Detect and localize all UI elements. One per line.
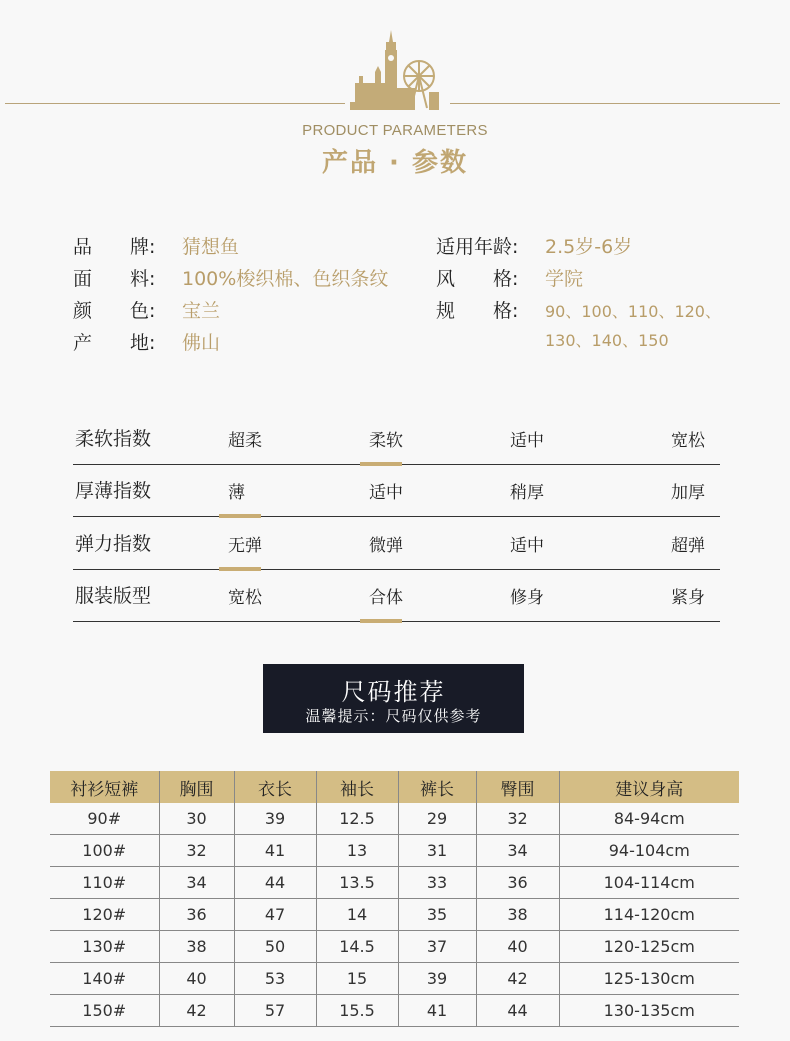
- table-cell: 120-125cm: [559, 931, 739, 963]
- table-cell: 47: [234, 899, 316, 931]
- table-header-cell: 胸围: [159, 771, 234, 803]
- table-row: [50, 867, 739, 899]
- table-cell: 120#: [50, 899, 159, 931]
- age-value: 2.5岁-6岁: [545, 236, 633, 258]
- size-recommend-banner: [263, 664, 524, 733]
- table-row: [50, 931, 739, 963]
- index-label: 厚薄指数: [75, 480, 152, 502]
- index-option: 超柔: [228, 431, 262, 451]
- material-value: 100%梭织棉、色织条纹: [182, 268, 389, 290]
- table-cell: 32: [159, 835, 234, 867]
- index-option: 宽松: [228, 588, 262, 608]
- table-cell: 104-114cm: [559, 867, 739, 899]
- table-cell: 150#: [50, 995, 159, 1027]
- index-row: [73, 517, 720, 570]
- table-cell: 12.5: [316, 803, 398, 835]
- color-label: 颜 色:: [73, 300, 156, 322]
- index-label: 柔软指数: [75, 428, 152, 450]
- table-cell: 38: [476, 899, 559, 931]
- index-option: 稍厚: [510, 483, 544, 503]
- index-option: 适中: [369, 483, 403, 503]
- table-cell: 125-130cm: [559, 963, 739, 995]
- index-row: [73, 464, 720, 517]
- index-label: 弹力指数: [75, 533, 152, 555]
- table-row: [50, 963, 739, 995]
- index-label: 服装版型: [75, 585, 152, 607]
- table-cell: 39: [234, 803, 316, 835]
- style-value: 学院: [545, 268, 584, 290]
- table-cell: 41: [398, 995, 476, 1027]
- material-label: 面 料:: [73, 268, 156, 290]
- table-cell: 41: [234, 835, 316, 867]
- origin-label: 产 地:: [73, 332, 156, 354]
- index-row: [73, 569, 720, 622]
- table-cell: 38: [159, 931, 234, 963]
- table-cell: 114-120cm: [559, 899, 739, 931]
- table-cell: 30: [159, 803, 234, 835]
- table-cell: 140#: [50, 963, 159, 995]
- table-header-row: [50, 771, 739, 803]
- table-cell: 94-104cm: [559, 835, 739, 867]
- table-cell: 36: [159, 899, 234, 931]
- index-option: 柔软: [369, 431, 403, 451]
- table-cell: 84-94cm: [559, 803, 739, 835]
- table-header-cell: 建议身高: [559, 771, 739, 803]
- table-cell: 15.5: [316, 995, 398, 1027]
- table-row: [50, 835, 739, 867]
- table-cell: 130-135cm: [559, 995, 739, 1027]
- index-option: 宽松: [671, 431, 705, 451]
- table-cell: 40: [476, 931, 559, 963]
- section-title: 产品 · 参数: [322, 148, 468, 178]
- table-cell: 110#: [50, 867, 159, 899]
- index-option: 紧身: [671, 588, 705, 608]
- table-cell: 34: [159, 867, 234, 899]
- table-cell: 14.5: [316, 931, 398, 963]
- index-option: 无弹: [228, 536, 262, 556]
- brand-label: 品 牌:: [73, 236, 156, 258]
- table-header-cell: 衬衫短裤: [50, 771, 159, 803]
- table-header-cell: 衣长: [234, 771, 316, 803]
- banner-tip: 温馨提示：尺码仅供参考: [305, 707, 482, 725]
- table-cell: 32: [476, 803, 559, 835]
- table-row: [50, 995, 739, 1027]
- table-cell: 44: [234, 867, 316, 899]
- table-cell: 13.5: [316, 867, 398, 899]
- table-header-cell: 裤长: [398, 771, 476, 803]
- table-cell: 130#: [50, 931, 159, 963]
- spec-value-line2: 130、140、150: [545, 331, 669, 350]
- index-option: 适中: [510, 431, 544, 451]
- table-cell: 33: [398, 867, 476, 899]
- spec-label: 规 格:: [436, 300, 519, 322]
- table-cell: 100#: [50, 835, 159, 867]
- index-option: 薄: [228, 483, 245, 503]
- table-cell: 29: [398, 803, 476, 835]
- table-row: [50, 803, 739, 835]
- index-option: 适中: [510, 536, 544, 556]
- table-cell: 39: [398, 963, 476, 995]
- index-option: 合体: [369, 588, 403, 608]
- table-cell: 44: [476, 995, 559, 1027]
- table-cell: 42: [159, 995, 234, 1027]
- table-cell: 40: [159, 963, 234, 995]
- table-cell: 50: [234, 931, 316, 963]
- banner-title: 尺码推荐: [341, 678, 446, 706]
- table-cell: 42: [476, 963, 559, 995]
- header-divider-left: [5, 103, 345, 104]
- origin-value: 佛山: [182, 332, 221, 354]
- table-cell: 37: [398, 931, 476, 963]
- table-cell: 90#: [50, 803, 159, 835]
- index-option: 超弹: [671, 536, 705, 556]
- table-row: [50, 899, 739, 931]
- style-label: 风 格:: [436, 268, 519, 290]
- section-subtitle: PRODUCT PARAMETERS: [302, 122, 488, 139]
- table-cell: 31: [398, 835, 476, 867]
- table-header-cell: 袖长: [316, 771, 398, 803]
- index-option: 微弹: [369, 536, 403, 556]
- header-divider-right: [450, 103, 780, 104]
- index-row: [73, 412, 720, 465]
- table-cell: 57: [234, 995, 316, 1027]
- size-table: [50, 771, 739, 1027]
- table-cell: 36: [476, 867, 559, 899]
- city-skyline-logo-icon: [345, 28, 445, 118]
- table-cell: 13: [316, 835, 398, 867]
- table-cell: 35: [398, 899, 476, 931]
- color-value: 宝兰: [182, 300, 221, 322]
- table-header-cell: 臀围: [476, 771, 559, 803]
- table-cell: 53: [234, 963, 316, 995]
- table-cell: 15: [316, 963, 398, 995]
- index-selected-marker: [360, 619, 402, 623]
- index-option: 修身: [510, 588, 544, 608]
- table-cell: 14: [316, 899, 398, 931]
- age-label: 适用年龄:: [436, 236, 519, 258]
- spec-value-line1: 90、100、110、120、: [545, 302, 721, 321]
- brand-value: 猜想鱼: [182, 236, 240, 258]
- table-cell: 34: [476, 835, 559, 867]
- index-option: 加厚: [671, 483, 705, 503]
